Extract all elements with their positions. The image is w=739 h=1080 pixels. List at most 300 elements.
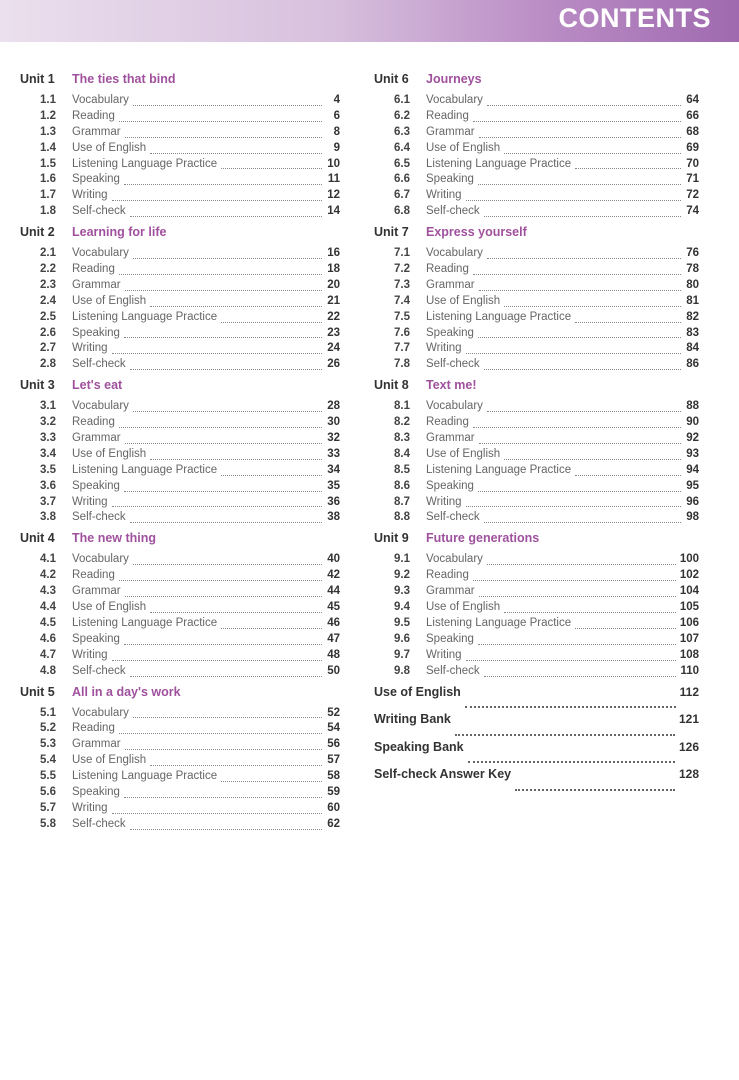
toc-entry[interactable] (20, 110, 340, 126)
entry-title: Reading (426, 569, 469, 582)
toc-entry[interactable] (374, 327, 699, 343)
toc-entry[interactable] (20, 496, 340, 512)
entry-number: 1.4 (40, 141, 56, 154)
toc-entry[interactable] (374, 342, 699, 358)
entry-page-number: 56 (327, 738, 340, 751)
toc-entry[interactable] (374, 400, 699, 416)
entry-title: Self-check (72, 358, 126, 371)
entry-page-number: 60 (327, 801, 340, 814)
dot-leader (150, 305, 322, 307)
unit-section (20, 378, 340, 527)
dot-leader (455, 733, 675, 736)
toc-entry[interactable] (20, 818, 340, 834)
entry-number: 2.6 (40, 326, 56, 339)
entry-page-number: 47 (327, 632, 340, 645)
appendix-title: Speaking Bank (374, 739, 464, 754)
dot-leader (479, 136, 681, 138)
appendix-entry[interactable] (374, 767, 699, 795)
dot-leader (465, 705, 676, 708)
dot-leader (468, 760, 675, 763)
dot-leader (479, 289, 681, 291)
entry-number: 7.3 (394, 278, 410, 291)
unit-section (374, 531, 699, 680)
dot-leader (130, 675, 322, 677)
dot-leader (473, 579, 676, 581)
entry-title: Use of English (426, 601, 501, 614)
entry-title: Writing (72, 342, 108, 355)
unit-title[interactable]: Journeys (426, 72, 482, 86)
toc-entry[interactable] (374, 142, 699, 158)
entry-title: Speaking (72, 326, 120, 339)
entry-page-number: 76 (686, 247, 699, 260)
entry-page-number: 52 (327, 706, 340, 719)
dot-leader (133, 104, 322, 106)
appendix-list (374, 685, 699, 795)
dot-leader (575, 321, 681, 323)
entry-title: Vocabulary (72, 400, 129, 413)
toc-entry[interactable] (374, 247, 699, 263)
toc-entry[interactable] (374, 432, 699, 448)
dot-leader (478, 336, 681, 338)
entry-number: 2.7 (40, 342, 56, 355)
dot-leader (473, 273, 681, 275)
entry-title: Listening Language Practice (72, 157, 218, 170)
dot-leader (112, 812, 322, 814)
entry-title: Use of English (426, 447, 501, 460)
toc-entry[interactable] (20, 665, 340, 681)
dot-leader (575, 474, 681, 476)
entry-title: Listening Language Practice (72, 616, 218, 629)
toc-entry[interactable] (20, 247, 340, 263)
dot-leader (221, 474, 322, 476)
entry-page-number: 59 (327, 785, 340, 798)
entry-title: Vocabulary (426, 400, 483, 413)
toc-entry[interactable] (20, 569, 340, 585)
entry-number: 3.3 (40, 432, 56, 445)
entry-page-number: 69 (686, 141, 699, 154)
toc-entry[interactable] (374, 601, 699, 617)
toc-entry[interactable] (20, 295, 340, 311)
toc-entry[interactable] (374, 665, 699, 681)
toc-entry[interactable] (20, 649, 340, 665)
entry-title: Reading (426, 263, 469, 276)
entry-page-number: 36 (327, 495, 340, 508)
toc-entry[interactable] (20, 617, 340, 633)
entry-number: 9.1 (394, 553, 410, 566)
toc-entry[interactable] (20, 158, 340, 174)
toc-entry[interactable] (374, 110, 699, 126)
entry-number: 2.4 (40, 294, 56, 307)
unit-label: Unit 8 (374, 378, 409, 393)
toc-entry[interactable] (20, 601, 340, 617)
unit-title[interactable]: All in a day's work (72, 684, 181, 699)
entry-number: 8.3 (394, 432, 410, 445)
appendix-page-number: 128 (678, 767, 699, 781)
toc-entry[interactable] (20, 707, 340, 723)
dot-leader (221, 321, 322, 323)
entry-title: Listening Language Practice (72, 463, 218, 476)
toc-entry[interactable] (374, 553, 699, 569)
toc-entry[interactable] (374, 173, 699, 189)
entry-number: 6.3 (394, 125, 410, 138)
entry-page-number: 98 (686, 511, 699, 524)
entry-number: 4.4 (40, 601, 56, 614)
entry-number: 5.4 (40, 754, 56, 767)
entry-title: Use of English (72, 294, 147, 307)
entry-page-number: 50 (327, 664, 340, 677)
dot-leader (479, 442, 681, 444)
unit-title[interactable]: Future generations (426, 531, 540, 546)
entry-page-number: 28 (327, 400, 340, 413)
unit-label: Unit 1 (20, 72, 55, 86)
entry-title: Vocabulary (426, 94, 483, 106)
unit-title[interactable]: The new thing (72, 531, 157, 546)
entry-page-number: 84 (686, 342, 699, 355)
entry-title: Reading (72, 722, 115, 735)
unit-heading (20, 378, 340, 400)
entry-page-number: 12 (327, 189, 340, 202)
dot-leader (575, 167, 681, 169)
entry-page-number: 74 (686, 205, 699, 218)
toc-entry[interactable] (374, 126, 699, 142)
toc-entry[interactable] (20, 511, 340, 527)
entry-page-number: 45 (327, 601, 340, 614)
toc-entry[interactable] (20, 738, 340, 754)
toc-entry[interactable] (20, 770, 340, 786)
unit-heading (374, 225, 699, 247)
entry-title: Vocabulary (72, 94, 129, 106)
entry-page-number: 8 (333, 125, 340, 138)
dot-leader (119, 579, 322, 581)
unit-title[interactable]: Express yourself (426, 225, 527, 240)
entry-page-number: 42 (327, 569, 340, 582)
dot-leader (466, 352, 681, 354)
appendix-entry[interactable] (374, 712, 699, 740)
unit-section (374, 378, 699, 527)
dot-leader (466, 505, 681, 507)
entry-page-number: 82 (686, 310, 699, 323)
entry-number: 3.2 (40, 416, 56, 429)
entry-page-number: 4 (333, 94, 340, 106)
entry-number: 7.8 (394, 358, 410, 371)
entry-page-number: 64 (686, 94, 699, 106)
dot-leader (133, 563, 322, 565)
dot-leader (221, 167, 322, 169)
entry-title: Self-check (72, 664, 126, 677)
toc-entry[interactable] (374, 189, 699, 205)
entry-page-number: 20 (327, 278, 340, 291)
entry-number: 1.5 (40, 157, 56, 170)
dot-leader (130, 215, 322, 217)
entry-number: 4.8 (40, 664, 56, 677)
appendix-title: Self-check Answer Key (374, 767, 512, 781)
appendix-title: Writing Bank (374, 712, 451, 726)
unit-heading (374, 378, 699, 400)
unit-heading (374, 72, 699, 94)
entry-page-number: 62 (327, 817, 340, 830)
entry-page-number: 10 (327, 157, 340, 170)
entry-number: 9.7 (394, 648, 410, 661)
entry-page-number: 58 (327, 770, 340, 783)
entry-page-number: 44 (327, 585, 340, 598)
dot-leader (133, 410, 322, 412)
toc-entry[interactable] (374, 263, 699, 279)
dot-leader (466, 659, 676, 661)
entry-number: 1.1 (40, 94, 56, 106)
toc-entry[interactable] (374, 158, 699, 174)
entry-page-number: 93 (686, 447, 699, 460)
toc-entry[interactable] (20, 480, 340, 496)
toc-entry[interactable] (374, 279, 699, 295)
toc-entry[interactable] (20, 464, 340, 480)
entry-title: Self-check (426, 205, 480, 218)
toc-entry[interactable] (374, 448, 699, 464)
unit-label: Unit 2 (20, 225, 55, 240)
entry-page-number: 110 (680, 664, 699, 677)
entry-title: Listening Language Practice (426, 310, 572, 323)
toc-entry[interactable] (374, 295, 699, 311)
toc-entry[interactable] (20, 263, 340, 279)
entry-page-number: 92 (686, 432, 699, 445)
entry-title: Vocabulary (426, 247, 483, 260)
entry-title: Vocabulary (426, 553, 483, 566)
entry-page-number: 78 (686, 263, 699, 276)
entry-title: Grammar (72, 278, 121, 291)
toc-entry[interactable] (20, 432, 340, 448)
entry-page-number: 94 (686, 463, 699, 476)
unit-title[interactable]: Let's eat (72, 378, 123, 393)
entry-title: Reading (72, 263, 115, 276)
entry-title: Speaking (72, 173, 120, 186)
entry-page-number: 22 (327, 310, 340, 323)
entry-title: Use of English (72, 447, 147, 460)
toc-entry[interactable] (374, 94, 699, 110)
entry-title: Self-check (72, 817, 126, 830)
entry-number: 9.8 (394, 664, 410, 677)
entry-title: Use of English (426, 294, 501, 307)
entry-page-number: 30 (327, 416, 340, 429)
entry-number: 8.5 (394, 463, 410, 476)
entry-page-number: 107 (679, 632, 699, 645)
toc-entry[interactable] (20, 327, 340, 343)
dot-leader (133, 716, 322, 718)
entry-number: 5.6 (40, 785, 56, 798)
entry-title: Listening Language Practice (426, 463, 572, 476)
unit-label: Unit 4 (20, 531, 55, 546)
entry-title: Reading (426, 416, 469, 429)
toc-entry[interactable] (374, 358, 699, 374)
entry-page-number: 108 (679, 648, 699, 661)
toc-entry[interactable] (20, 633, 340, 649)
entry-page-number: 81 (686, 294, 699, 307)
entry-number: 6.5 (394, 157, 410, 170)
entry-number: 5.8 (40, 817, 56, 830)
toc-entry[interactable] (374, 464, 699, 480)
entry-number: 9.6 (394, 632, 410, 645)
dot-leader (504, 152, 681, 154)
unit-heading (20, 531, 340, 553)
appendix-entry[interactable] (374, 740, 699, 768)
entry-number: 3.7 (40, 495, 56, 508)
toc-entry[interactable] (374, 569, 699, 585)
entry-title: Writing (72, 801, 108, 814)
dot-leader (124, 490, 322, 492)
dot-leader (150, 611, 322, 613)
dot-leader (487, 104, 681, 106)
toc-entry[interactable] (20, 126, 340, 142)
dot-leader (504, 458, 681, 460)
dot-leader (119, 426, 322, 428)
toc-entry[interactable] (20, 205, 340, 221)
toc-entry[interactable] (20, 189, 340, 205)
entry-number: 4.5 (40, 616, 56, 629)
entry-title: Reading (72, 569, 115, 582)
unit-heading (20, 685, 340, 707)
entry-page-number: 106 (679, 616, 699, 629)
entry-title: Writing (72, 495, 108, 508)
entry-title: Use of English (72, 141, 147, 154)
appendix-entry[interactable] (374, 685, 699, 713)
entry-number: 7.5 (394, 310, 410, 323)
dot-leader (466, 199, 681, 201)
toc-entry[interactable] (374, 649, 699, 665)
dot-leader (478, 490, 681, 492)
entry-number: 8.1 (394, 400, 410, 413)
toc-entry[interactable] (20, 358, 340, 374)
entry-title: Reading (72, 416, 115, 429)
entry-page-number: 32 (327, 432, 340, 445)
entry-number: 9.2 (394, 569, 410, 582)
entry-title: Use of English (72, 754, 147, 767)
entry-title: Use of English (426, 141, 501, 154)
entry-number: 8.8 (394, 511, 410, 524)
entry-number: 6.7 (394, 189, 410, 202)
entry-title: Writing (426, 189, 462, 202)
entry-page-number: 68 (686, 125, 699, 138)
dot-leader (130, 368, 322, 370)
right-column (374, 72, 699, 795)
toc-entry[interactable] (374, 633, 699, 649)
unit-title[interactable]: Text me! (426, 378, 477, 393)
entry-title: Grammar (72, 125, 121, 138)
dot-leader (487, 563, 676, 565)
entry-title: Writing (426, 495, 462, 508)
entry-number: 5.7 (40, 801, 56, 814)
entry-number: 7.7 (394, 342, 410, 355)
unit-label: Unit 5 (20, 684, 55, 699)
toc-entry[interactable] (20, 754, 340, 770)
appendix-page-number: 126 (678, 739, 699, 754)
dot-leader (484, 368, 681, 370)
toc-entry[interactable] (374, 496, 699, 512)
entry-title: Grammar (72, 432, 121, 445)
entry-title: Speaking (426, 479, 474, 492)
toc-entry[interactable] (20, 786, 340, 802)
toc-entry[interactable] (20, 585, 340, 601)
entry-title: Listening Language Practice (72, 770, 218, 783)
entry-title: Grammar (426, 585, 475, 598)
entry-number: 1.8 (40, 205, 56, 218)
entry-page-number: 18 (327, 263, 340, 276)
dot-leader (119, 273, 322, 275)
entry-number: 8.2 (394, 416, 410, 429)
toc-entry[interactable] (20, 342, 340, 358)
toc-entry[interactable] (20, 142, 340, 158)
toc-entry[interactable] (20, 173, 340, 189)
entry-title: Speaking (72, 785, 120, 798)
unit-label: Unit 9 (374, 531, 409, 546)
dot-leader (478, 643, 676, 645)
toc-entry[interactable] (20, 722, 340, 738)
toc-entry[interactable] (20, 802, 340, 818)
dot-leader (130, 828, 322, 830)
unit-heading (374, 531, 699, 553)
entry-page-number: 86 (686, 358, 699, 371)
toc-entry[interactable] (20, 553, 340, 569)
entry-title: Grammar (426, 125, 475, 138)
unit-title[interactable]: Learning for life (72, 225, 167, 240)
toc-entry[interactable] (374, 480, 699, 496)
appendix-title: Use of English (374, 684, 461, 699)
dot-leader (119, 732, 322, 734)
entry-title: Vocabulary (72, 553, 129, 566)
entry-number: 2.2 (40, 263, 56, 276)
toc-entry[interactable] (20, 94, 340, 110)
toc-entry[interactable] (20, 311, 340, 327)
toc-entry[interactable] (20, 448, 340, 464)
toc-entry[interactable] (374, 585, 699, 601)
entry-page-number: 11 (327, 173, 340, 186)
entry-page-number: 104 (679, 585, 699, 598)
entry-number: 3.5 (40, 463, 56, 476)
entry-page-number: 21 (327, 294, 340, 307)
entry-page-number: 9 (333, 141, 340, 154)
entry-number: 8.7 (394, 495, 410, 508)
entry-number: 2.5 (40, 310, 56, 323)
entry-title: Use of English (72, 601, 147, 614)
entry-title: Writing (72, 189, 108, 202)
entry-number: 3.1 (40, 400, 56, 413)
dot-leader (112, 352, 322, 354)
entry-number: 9.4 (394, 601, 410, 614)
dot-leader (112, 505, 322, 507)
unit-section (374, 72, 699, 221)
dot-leader (125, 442, 322, 444)
entry-title: Listening Language Practice (72, 310, 218, 323)
toc-entry[interactable] (374, 311, 699, 327)
toc-entry[interactable] (20, 400, 340, 416)
entry-page-number: 96 (686, 495, 699, 508)
toc-entry[interactable] (20, 279, 340, 295)
entry-number: 2.3 (40, 278, 56, 291)
entry-title: Self-check (72, 205, 126, 218)
toc-entry[interactable] (374, 416, 699, 432)
toc-entry[interactable] (374, 511, 699, 527)
entry-number: 2.8 (40, 358, 56, 371)
unit-section (374, 225, 699, 374)
entry-page-number: 6 (333, 109, 340, 122)
dot-leader (125, 748, 322, 750)
entry-number: 4.2 (40, 569, 56, 582)
entry-number: 5.5 (40, 770, 56, 783)
unit-title[interactable]: The ties that bind (72, 72, 176, 86)
toc-entry[interactable] (374, 617, 699, 633)
entry-page-number: 83 (686, 326, 699, 339)
toc-entry[interactable] (20, 416, 340, 432)
unit-heading (20, 225, 340, 247)
entry-title: Grammar (426, 432, 475, 445)
toc-entry[interactable] (374, 205, 699, 221)
